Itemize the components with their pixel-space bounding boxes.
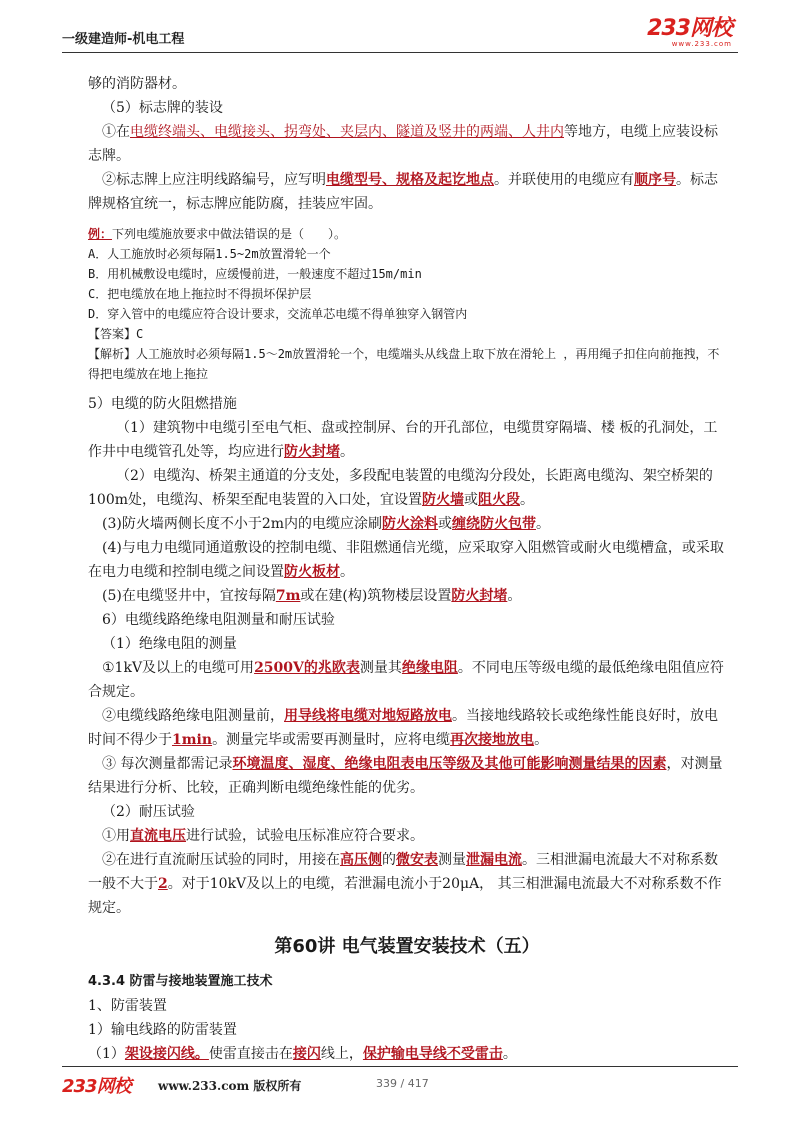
paragraph: ②标志牌上应注明线路编号，应写明电缆型号、规格及起讫地点。并联使用的电缆应有顺序号。标志牌规格宜统一，标志牌应能防腐，挂装应牢固。 [88, 172, 718, 212]
footer-copyright: www.233.com 版权所有 [158, 1079, 302, 1093]
paragraph: ①用直流电压进行试验，试验电压标准应符合要求。 [102, 828, 424, 844]
paragraph: ②在进行直流耐压试验的同时，用接在高压侧的微安表测量泄漏电流。三相泄漏电流最大不对称系数一般不大于2。对于10kV及以上的电缆，若泄漏电流小于20μA， 其三相泄漏电流最大不对称系数不作规定。 [88, 852, 722, 916]
paragraph: ②电缆线路绝缘电阻测量前，用导线将电缆对地短路放电。当接地线路较长或绝缘性能良好时，放电时间不得少于1min。测量完毕或需要再测量时，应将电缆再次接地放电。 [88, 708, 718, 748]
paragraph: （2）电缆沟、桥架主通道的分支处，多段配电装置的电缆沟分段处，长距离电缆沟、架空桥架的100m处，电缆沟、桥架至配电装置的入口处，宜设置防火墙或阻火段。 [88, 468, 713, 508]
lecture-title: 第60讲 电气装置安装技术（五） [274, 936, 540, 957]
section-heading: 1）输电线路的防雷装置 [88, 1022, 237, 1038]
brand-logo [647, 18, 732, 48]
paragraph: (3)防火墙两侧长度不小于2m内的电缆应涂刷防火涂料或缠绕防火包带。 [102, 516, 551, 532]
section-title: 4.3.4 防雷与接地装置施工技术 [88, 974, 273, 989]
doc-header-title: 一级建造师-机电工程 [62, 32, 185, 47]
paragraph: ③ 每次测量都需记录环境温度、湿度、绝缘电阻表电压等级及其他可能影响测量结果的因素，对测量结果进行分析、比较，正确判断电缆绝缘性能的优劣。 [88, 756, 723, 796]
paragraph: (4)与电力电缆同通道敷设的控制电缆、非阻燃通信光缆，应采取穿入阻燃管或耐火电缆槽盒，或采取在电力电缆和控制电缆之间设置防火板材。 [88, 540, 724, 580]
subsection-heading: （2）耐压试验 [102, 804, 195, 820]
header-divider [62, 52, 738, 53]
example-analysis: 【解析】人工施放时必须每隔1.5～2m放置滑轮一个，电缆端头从线盘上取下放在滑轮上 ，再用绳子扣住向前拖拽，不得把电缆放在地上拖拉 [88, 347, 720, 381]
section-heading: 6）电缆线路绝缘电阻测量和耐压试验 [102, 612, 335, 628]
footer-divider [62, 1066, 738, 1067]
brand-logo-sub: www.233.com [671, 40, 732, 48]
page-number: 339 / 417 [376, 1077, 429, 1090]
section-heading: 1、防雷装置 [88, 998, 167, 1014]
example-option: D．穿入管中的电缆应符合设计要求，交流单芯电缆不得单独穿入钢管内 [88, 307, 468, 321]
example-question: 例：下列电缆施放要求中做法错误的是（ ）。 [88, 227, 347, 241]
paragraph: 够的消防器材。 [88, 76, 186, 92]
example-answer: 【答案】C [88, 327, 144, 341]
section-heading: 5）电缆的防火阻燃措施 [88, 396, 237, 412]
subsection-heading: （1）绝缘电阻的测量 [102, 636, 237, 652]
document-body [88, 72, 726, 1066]
paragraph: ①在电缆终端头、电缆接头、拐弯处、夹层内、隧道及竖井的两端、人井内等地方，电缆上应装设标志牌。 [88, 124, 718, 164]
paragraph: ①1kV及以上的电缆可用2500V的兆欧表测量其绝缘电阻。不同电压等级电缆的最低绝缘电阻值应符合规定。 [88, 660, 724, 700]
example-option: A．人工施放时必须每隔1.5~2m放置滑轮一个 [88, 247, 331, 261]
paragraph: （1）建筑物中电缆引至电气柜、盘或控制屏、台的开孔部位，电缆贯穿隔墙、楼 板的孔洞处，工作井中电缆管孔处等，均应进行防火封堵。 [88, 420, 718, 460]
example-question-block [88, 224, 726, 384]
example-option: B．用机械敷设电缆时，应缓慢前进，一般速度不超过15m/min [88, 267, 422, 281]
footer-logo: 233网校 [62, 1076, 131, 1097]
example-option: C．把电缆放在地上拖拉时不得损坏保护层 [88, 287, 312, 301]
paragraph: (5)在电缆竖井中，宜按每隔7m或在建(构)筑物楼层设置防火封堵。 [102, 588, 522, 604]
paragraph: （1）架设接闪线。使雷直接击在接闪线上，保护输电导线不受雷击。 [88, 1046, 517, 1062]
brand-logo-text: 233网校 [647, 16, 732, 41]
paragraph: （5）标志牌的装设 [102, 100, 223, 116]
